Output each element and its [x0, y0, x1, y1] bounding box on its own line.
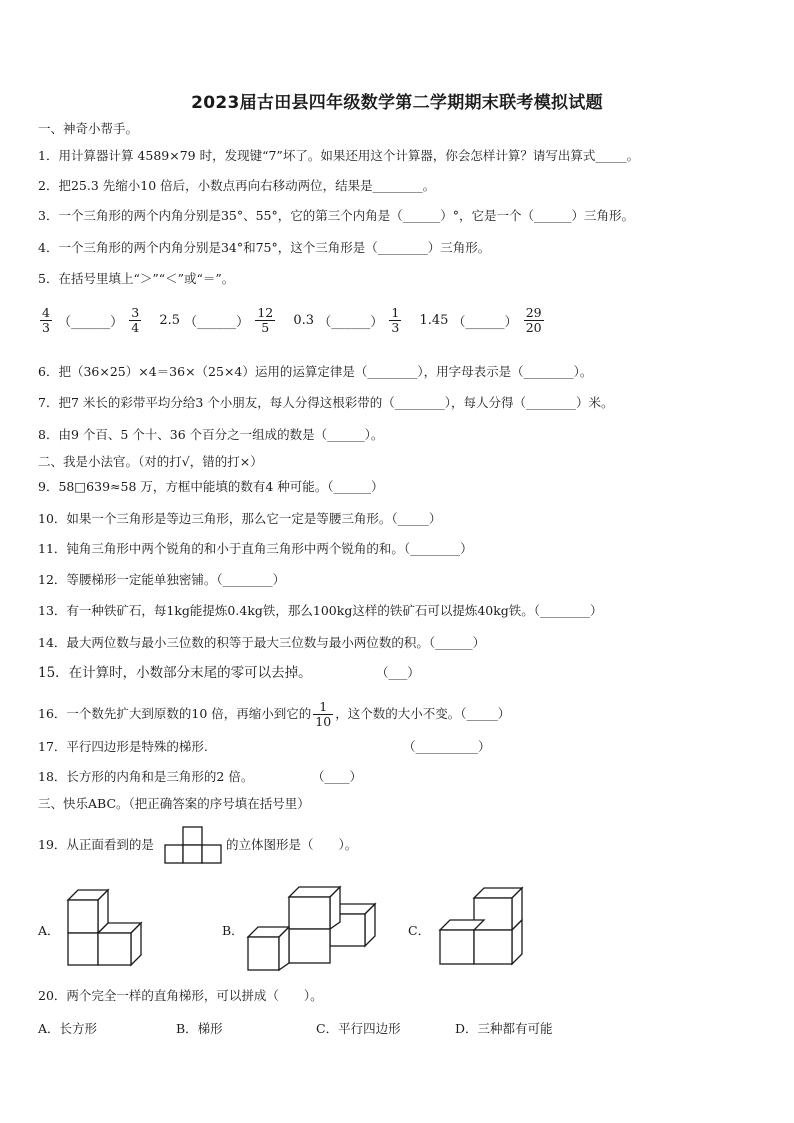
question-16: [38, 694, 510, 734]
question-7: 7．把7 米长的彩带平均分给3 个小朋友，每人分得这根彩带的（________），每人分得（________）米。: [38, 395, 614, 410]
question-16-tail: ，这个数的大小不变。（_____）: [335, 706, 511, 721]
answer-blank: （______）: [452, 315, 518, 330]
question-9: 9．58□639≈58 万，方框中能填的数有4 种可能。（______）: [38, 479, 384, 494]
answer-blank: （______）: [184, 315, 250, 330]
fraction: $\frac{12}{5}$: [257, 305, 274, 335]
question-15: 15．在计算时，小数部分末尾的零可以去掉。: [38, 665, 312, 681]
answer-blank: （______）: [318, 315, 384, 330]
question-10: 10．如果一个三角形是等边三角形，那么它一定是等腰三角形。（_____）: [38, 511, 442, 526]
answer-blank: （____）: [312, 769, 363, 784]
question-6: 6．把（36×25）×4＝36×（25×4）运用的运算定律是（________），用字母表示是（________）。: [38, 364, 593, 379]
option-b-label: B．: [222, 923, 244, 938]
fraction: $\frac{1}{3}$: [391, 305, 400, 335]
comparison-row: [38, 306, 546, 346]
option-c-label: C．: [408, 923, 431, 938]
option-d: D．三种都有可能: [455, 1021, 553, 1036]
answer-blank: （___）: [376, 665, 420, 680]
question-1: 1．用计算器计算 4589×79 时，发现键“7”坏了。如果还用这个计算器，你会怎样计算？请写出算式_____。: [38, 148, 640, 163]
fraction: $\frac{3}{4}$: [131, 305, 140, 335]
question-17: 17．平行四边形是特殊的梯形.: [38, 739, 208, 754]
page-title: 2023届古田县四年级数学第二学期期末联考模拟试题: [191, 93, 603, 113]
question-8: 8．由9 个百、5 个十、36 个百分之一组成的数是（______）。: [38, 427, 384, 442]
cube-figure-a: [60, 885, 150, 970]
question-16-text: 16．一个数先扩大到原数的10 倍，再缩小到它的: [38, 706, 312, 721]
question-18: 18．长方形的内角和是三角形的2 倍。: [38, 769, 254, 784]
question-12: 12．等腰梯形一定能单独密铺。（________）: [38, 572, 286, 587]
number-value: 0.3: [293, 313, 315, 328]
question-5: 5．在括号里填上“＞”“＜”或“＝”。: [38, 271, 235, 286]
option-b: B．梯形: [176, 1021, 223, 1036]
question-4: 4．一个三角形的两个内角分别是34°和75°，这个三角形是（________）三角形。: [38, 240, 491, 255]
number-value: 2.5: [159, 313, 181, 328]
fraction: $\frac{4}{3}$: [42, 305, 50, 335]
number-value: 1.45: [419, 313, 449, 328]
option-c: C．平行四边形: [316, 1021, 401, 1036]
cube-figure-b: [246, 882, 381, 972]
question-2: 2．把25.3 先缩小10 倍后，小数点再向右移动两位，结果是________。: [38, 178, 436, 193]
question-3: 3．一个三角形的两个内角分别是35°、55°，它的第三个内角是（______）°，它是一个（______）三角形。: [38, 208, 635, 223]
question-14: 14．最大两位数与最小三位数的积等于最大三位数与最小两位数的积。（______）: [38, 635, 486, 650]
fraction: $\frac{29}{20}$: [525, 305, 542, 335]
cube-figure-c: [434, 880, 529, 970]
option-a-label: A．: [38, 923, 60, 938]
fraction: $\frac{1}{10}$: [315, 699, 332, 729]
section-heading-2: 二、我是小法官。（对的打√，错的打×）: [38, 454, 263, 469]
answer-blank: （______）: [58, 315, 124, 330]
question-13: 13．有一种铁矿石，每1kg能提炼0.4kg铁，那么100kg这样的铁矿石可以提炼40kg铁。（________）: [38, 603, 603, 618]
section-heading-1: 一、神奇小帮手。: [38, 121, 139, 136]
question-19-tail: 的立体图形是（ ）。: [226, 837, 358, 852]
question-11: 11．钝角三角形中两个锐角的和小于直角三角形中两个锐角的和。（________）: [38, 541, 473, 556]
question-20: 20．两个完全一样的直角梯形，可以拼成（ ）。: [38, 988, 323, 1003]
option-a: A．长方形: [38, 1021, 98, 1036]
front-view-figure: [164, 826, 224, 866]
answer-blank: （__________）: [403, 739, 491, 754]
section-heading-3: 三、快乐ABC。（把正确答案的序号填在括号里）: [38, 796, 310, 811]
question-19: 19．从正面看到的是: [38, 837, 154, 852]
